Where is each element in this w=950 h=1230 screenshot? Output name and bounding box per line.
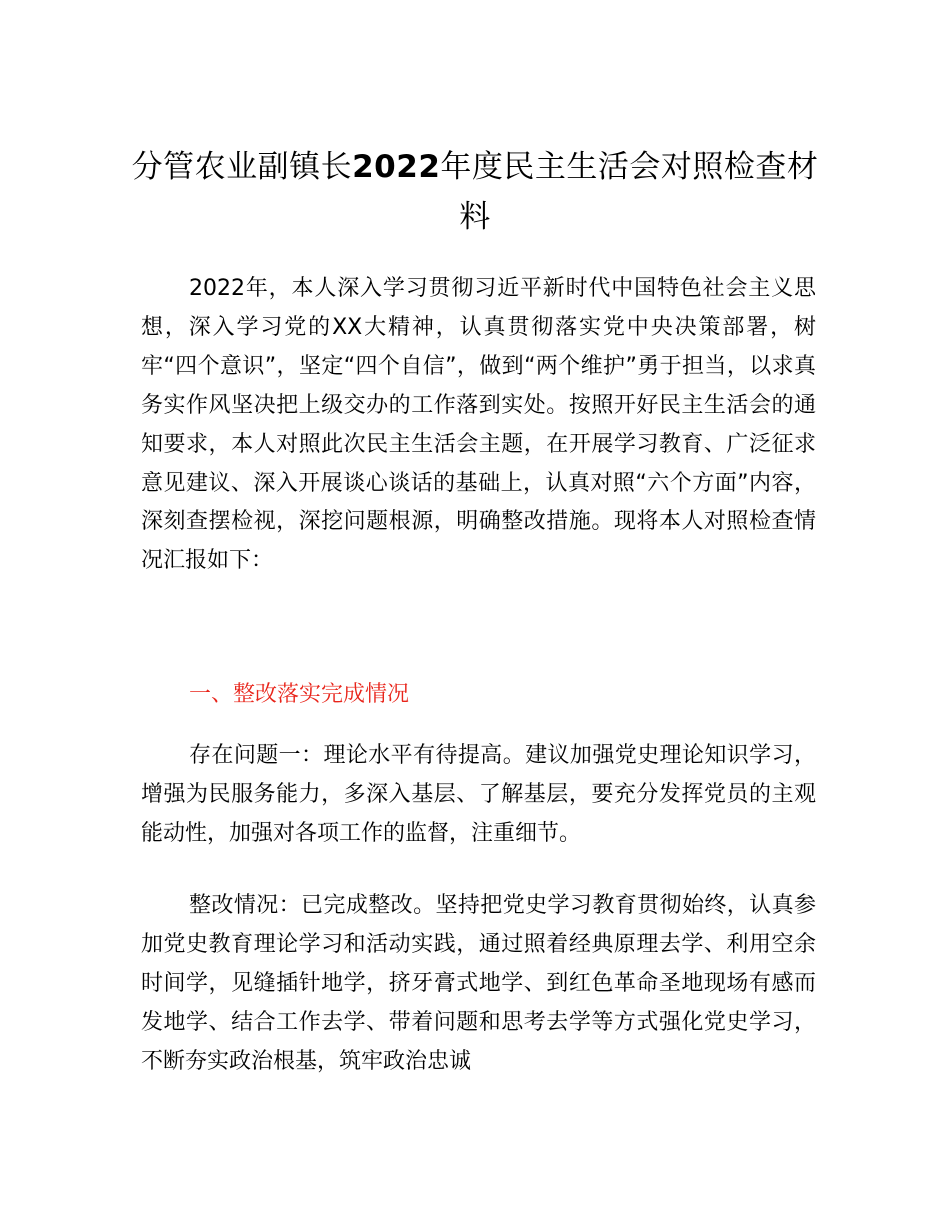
title-year: 2022 — [352, 149, 441, 185]
title-part-2: 年度民主生活会对照检查材料 — [440, 149, 819, 235]
title-part-1: 分管农业副镇长 — [131, 149, 353, 185]
section-heading-rectification: 一、整改落实完成情况 — [189, 682, 410, 707]
document-title — [120, 142, 830, 242]
rectification-paragraph: 整改情况：已完成整改。坚持把党史学习教育贯彻始终，认真参加党史教育理论学习和活动实践，通过照着经典原理去学、利用空余时间学，见缝插针地学，挤牙膏式地学、到红色革命圣地现场有感而发地学、结合工作去学、带着问题和思考去学等方式强化党史学习，不断夯实政治根基，筑牢政治忠诚 — [141, 893, 816, 1074]
intro-paragraph: 2022年，本人深入学习贯彻习近平新时代中国特色社会主义思想，深入学习党的XX大精神，认真贯彻落实党中央决策部署，树牢“四个意识”，坚定“四个自信”，做到“两个维护”勇于担当，以求真务实作风坚决把上级交办的工作落到实处。按照开好民主生活会的通知要求，本人对照此次民主生活会主题，在开展学习教育、广泛征求意见建议、深入开展谈心谈话的基础上，认真对照“六个方面”内容，深刻查摆检视，深挖问题根源，明确整改措施。现将本人对照检查情况汇报如下： — [141, 276, 816, 574]
problem-paragraph: 存在问题一：理论水平有待提高。建议加强党史理论知识学习，增强为民服务能力，多深入基层、了解基层，要充分发挥党员的主观能动性，加强对各项工作的监督，注重细节。 — [141, 743, 816, 846]
